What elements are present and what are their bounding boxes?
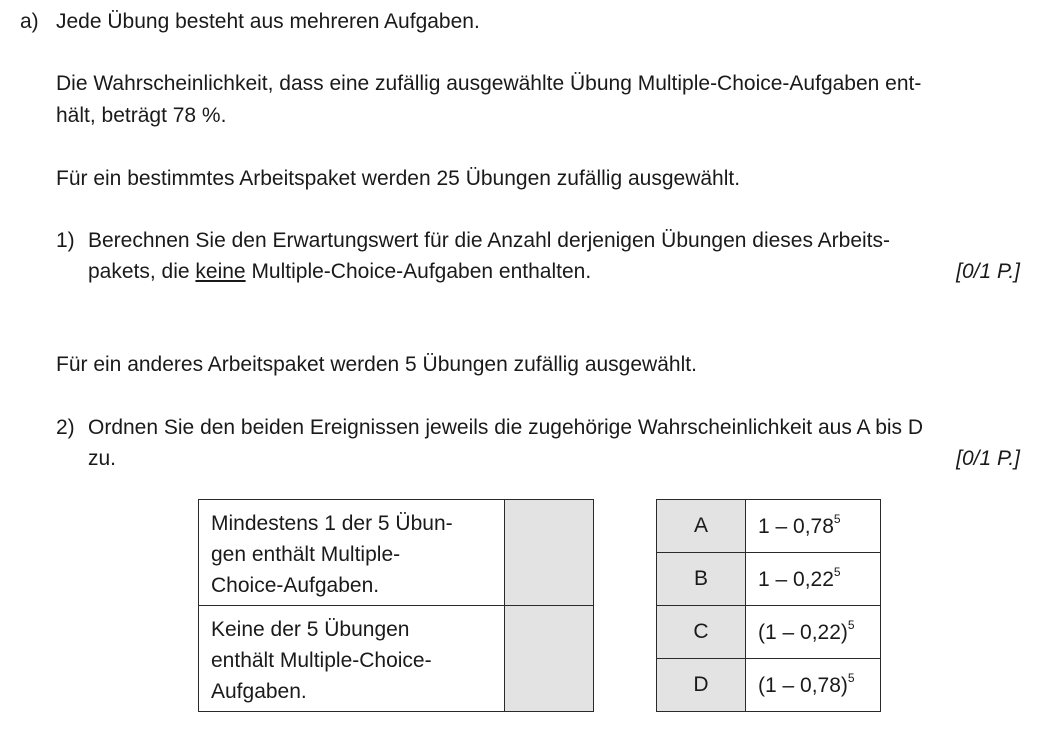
event-line: gen enthält Multiple-: [211, 543, 401, 566]
option-value: [746, 606, 881, 659]
option-exponent: 5: [833, 511, 841, 526]
intro-text: Jede Übung besteht aus mehreren Aufgaben.: [56, 10, 480, 33]
event-row: [199, 500, 594, 606]
event-line: Choice-Aufgaben.: [211, 574, 380, 597]
option-base: 1 – 0,22: [758, 567, 834, 591]
option-exponent: 5: [833, 564, 841, 579]
keine-underlined: keine: [195, 260, 246, 283]
task1-text-line1: Berechnen Sie den Erwartungswert für die Anzahl derjenigen Übungen dieses Arbeits-: [88, 229, 890, 252]
task1-text-part: Multiple-Choice-Aufgaben enthalten.: [245, 260, 592, 283]
option-row: [657, 659, 881, 712]
option-value: [746, 553, 881, 606]
task2-points: [0/1 P.]: [956, 447, 1020, 470]
event-line: Mindestens 1 der 5 Übun-: [211, 512, 453, 535]
option-base: 1 – 0,78: [758, 514, 834, 538]
option-letter: C: [657, 606, 746, 659]
option-exponent: 5: [847, 617, 855, 632]
option-base: (1 – 0,22): [758, 620, 848, 644]
event-line: Aufgaben.: [211, 680, 307, 703]
option-row: [657, 553, 881, 606]
option-value: [746, 659, 881, 712]
task2-text-line2: zu.: [88, 447, 117, 470]
package2-text: Für ein anderes Arbeitspaket werden 5 Übungen zufällig ausgewählt.: [56, 353, 697, 376]
answer-box[interactable]: [505, 606, 594, 712]
option-row: [657, 500, 881, 553]
option-row: [657, 606, 881, 659]
answer-box[interactable]: [505, 500, 594, 606]
part-label: a): [20, 10, 39, 33]
event-text: [199, 606, 505, 712]
task1-text-line2: [88, 260, 591, 284]
option-letter: D: [657, 659, 746, 712]
package1-text: Für ein bestimmtes Arbeitspaket werden 25 Übungen zufällig ausgewählt.: [56, 167, 741, 190]
event-row: [199, 606, 594, 712]
option-base: (1 – 0,78): [758, 673, 848, 697]
probability-text-line1: Die Wahrscheinlichkeit, dass eine zufällig ausgewählte Übung Multiple-Choice-Aufgaben ent-: [56, 72, 922, 95]
task2-text-line1: Ordnen Sie den beiden Ereignissen jeweils die zugehörige Wahrscheinlichkeit aus A bis D: [88, 416, 924, 439]
task1-number: 1): [56, 229, 75, 252]
task2-number: 2): [56, 416, 75, 439]
task1-text-part: pakets, die: [88, 260, 196, 283]
option-exponent: 5: [847, 670, 855, 685]
event-line: Keine der 5 Übungen: [211, 618, 410, 641]
task1-points: [0/1 P.]: [956, 260, 1020, 283]
options-table: [656, 499, 881, 712]
option-letter: A: [657, 500, 746, 553]
option-value: [746, 500, 881, 553]
event-line: enthält Multiple-Choice-: [211, 649, 432, 672]
probability-text-line2: hält, beträgt 78 %.: [56, 104, 227, 127]
option-letter: B: [657, 553, 746, 606]
event-text: [199, 500, 505, 606]
events-table: [198, 499, 594, 712]
